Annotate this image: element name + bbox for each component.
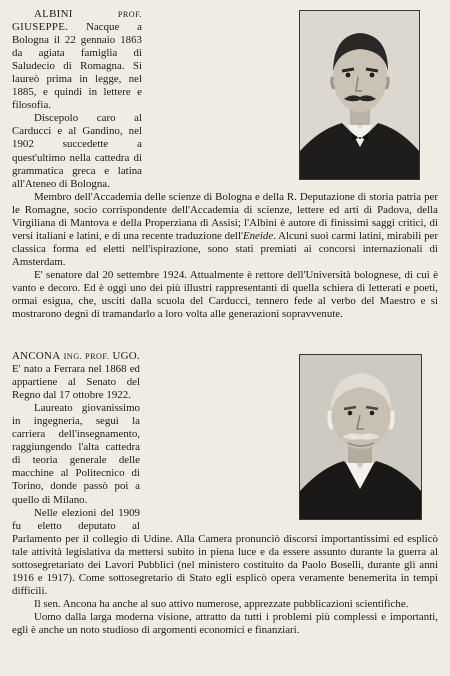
work-title: Eneide	[242, 229, 274, 242]
person-title: PROF.	[117, 10, 142, 19]
paragraph-3	[12, 191, 438, 269]
portrait-spacer	[146, 350, 438, 526]
person-given-name: GIUSEPPE.	[12, 21, 69, 34]
person-surname: ANCONA	[12, 350, 61, 362]
biography-text-albini	[12, 8, 438, 321]
paragraph-4: E' senatore dal 20 settembre 1924. Attualmente è rettore dell'Università bolognese, di cui è vanto e decoro. Ed è oggi uno dei più illustri rappresentanti di quella schiera di letterati e poeti, ormai esigua, che, usciti dalla scuola del Carducci, tennero fede al verbo del Maestro e si mostrarono degni di tramandarlo a loro volta alle generazioni sopravvenute.	[12, 268, 438, 321]
paragraph-text: Nacque a Bologna il 22 gennaio 1863 da agiata famiglia di Saludecio di Romagna. Si laureò prima in legge, nel 1885, e quindi in lettere e filosofia.	[12, 21, 142, 112]
paragraph-text: . Alcuni suoi carmi latini, mirabili per classica forma ed eletti nell'ispirazione, sono stati premiati ai concorsi internazionali di Amsterdam.	[12, 229, 438, 268]
biography-text-ancona	[12, 350, 438, 637]
paragraph-4: Il sen. Ancona ha anche al suo attivo numerose, apprezzate pubblicazioni scientifiche.	[34, 597, 409, 610]
paragraph-2: Laureato giovanissimo in ingegneria, seguì la carriera dell'insegnamento, raggiungendo l'alta cattedra di teoria generale delle macchine al Politecnico di Torino, donde passò poi a quello di Milano.	[12, 402, 140, 506]
portrait-spacer	[148, 8, 438, 186]
paragraph-3: Nelle elezioni del 1909 fu eletto deputato al Parlamento per il collegio di Udine. Alla Camera pronunciò discorsi importantissimi ed esplicò tale attività legislativa da mettersi subito in piena luce e da essere assunto durante la guerra al sottosegretariato dei Lavori Pubblici (nel ministero costituito da Paolo Boselli, durante gli anni 1916 e 1917). Come sottosegretario di Stato egli esplicò opera veramente benemerita in tempi difficili.	[12, 506, 438, 597]
paragraph-text: Membro dell'Accademia delle scienze di Bologna e della R. Deputazione di storia patria per le Romagne, socio corrispondente dell'Accademia di scienze, lettere ed arti di Padova, della Virgiliana di Mantova e della Properziana di Assisi; l'Albini è autore di finissimi saggi critici, di versi italiani e latini, e di una recente traduzione dell'	[12, 190, 438, 242]
person-surname: ALBINI	[34, 8, 73, 20]
paragraph-5: Uomo dalla larga moderna visione, attratto da tutti i problemi più complessi e importanti, egli è anche un noto studioso di argomenti economici e finanziari.	[12, 610, 438, 636]
paragraph-text: E' nato a Ferrara nel 1868 ed appartiene al Senato del Regno dal 17 ottobre 1922.	[12, 363, 140, 402]
biography-ancona	[0, 344, 450, 676]
paragraph-2: Discepolo caro al Carducci e al Gandino, nel 1902 succedette a quest'ultimo nella cattedra di grammatica greca e latina all'Ateneo di Bologna.	[12, 112, 142, 190]
person-given-name: UGO.	[112, 350, 140, 362]
biography-albini	[0, 0, 450, 330]
person-title: ING. PROF.	[63, 352, 110, 361]
